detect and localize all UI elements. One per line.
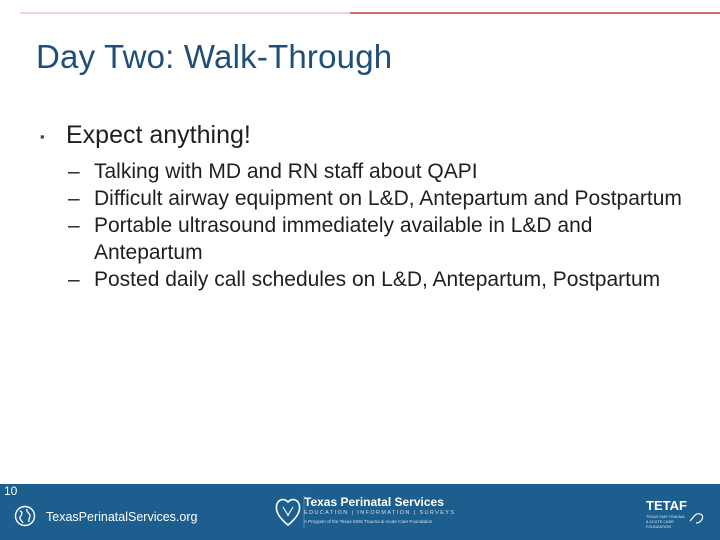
tetaf-name: TETAF [646,498,687,513]
sub-bullet-item [40,185,700,212]
tetaf-subtitle: TEXAS EMS TRAUMA & ACUTE CARE FOUNDATION [646,515,685,529]
dash-marker: – [68,214,80,237]
sub-bullet-item [40,158,700,185]
sub-bullet-text: Talking with MD and RN staff about QAPI [94,160,478,183]
dash-marker: – [68,160,80,183]
sub-bullet-list [40,158,700,293]
website-link[interactable]: TexasPerinatalServices.org [46,510,198,524]
logo-tagline: EDUCATION | INFORMATION | SURVEYS [304,510,456,516]
slide-title: Day Two: Walk-Through [36,38,393,75]
sub-bullet-text: Difficult airway equipment on L&D, Antepartum and Postpartum [94,187,682,210]
bullet-item [40,120,700,150]
sub-bullet-text: Portable ultrasound immediately available in L&D and Antepartum [94,214,593,264]
logo-subtitle: A Program of the Texas EMS Trauma & Acute Care Foundation [304,519,433,524]
globe-icon [14,505,36,527]
sub-bullet-item [40,212,700,266]
bullet-text: Expect anything! [66,121,251,149]
sub-bullet-text: Posted daily call schedules on L&D, Antepartum, Postpartum [94,268,661,291]
page-number: 10 [4,484,18,498]
dash-marker: – [68,268,80,291]
sub-bullet-item [40,266,700,293]
slide-content [40,120,700,293]
dash-marker: – [68,187,80,210]
top-accent-rule [0,0,720,20]
bullet-marker: ▪ [40,129,45,144]
logo-name: Texas Perinatal Services [304,495,444,509]
